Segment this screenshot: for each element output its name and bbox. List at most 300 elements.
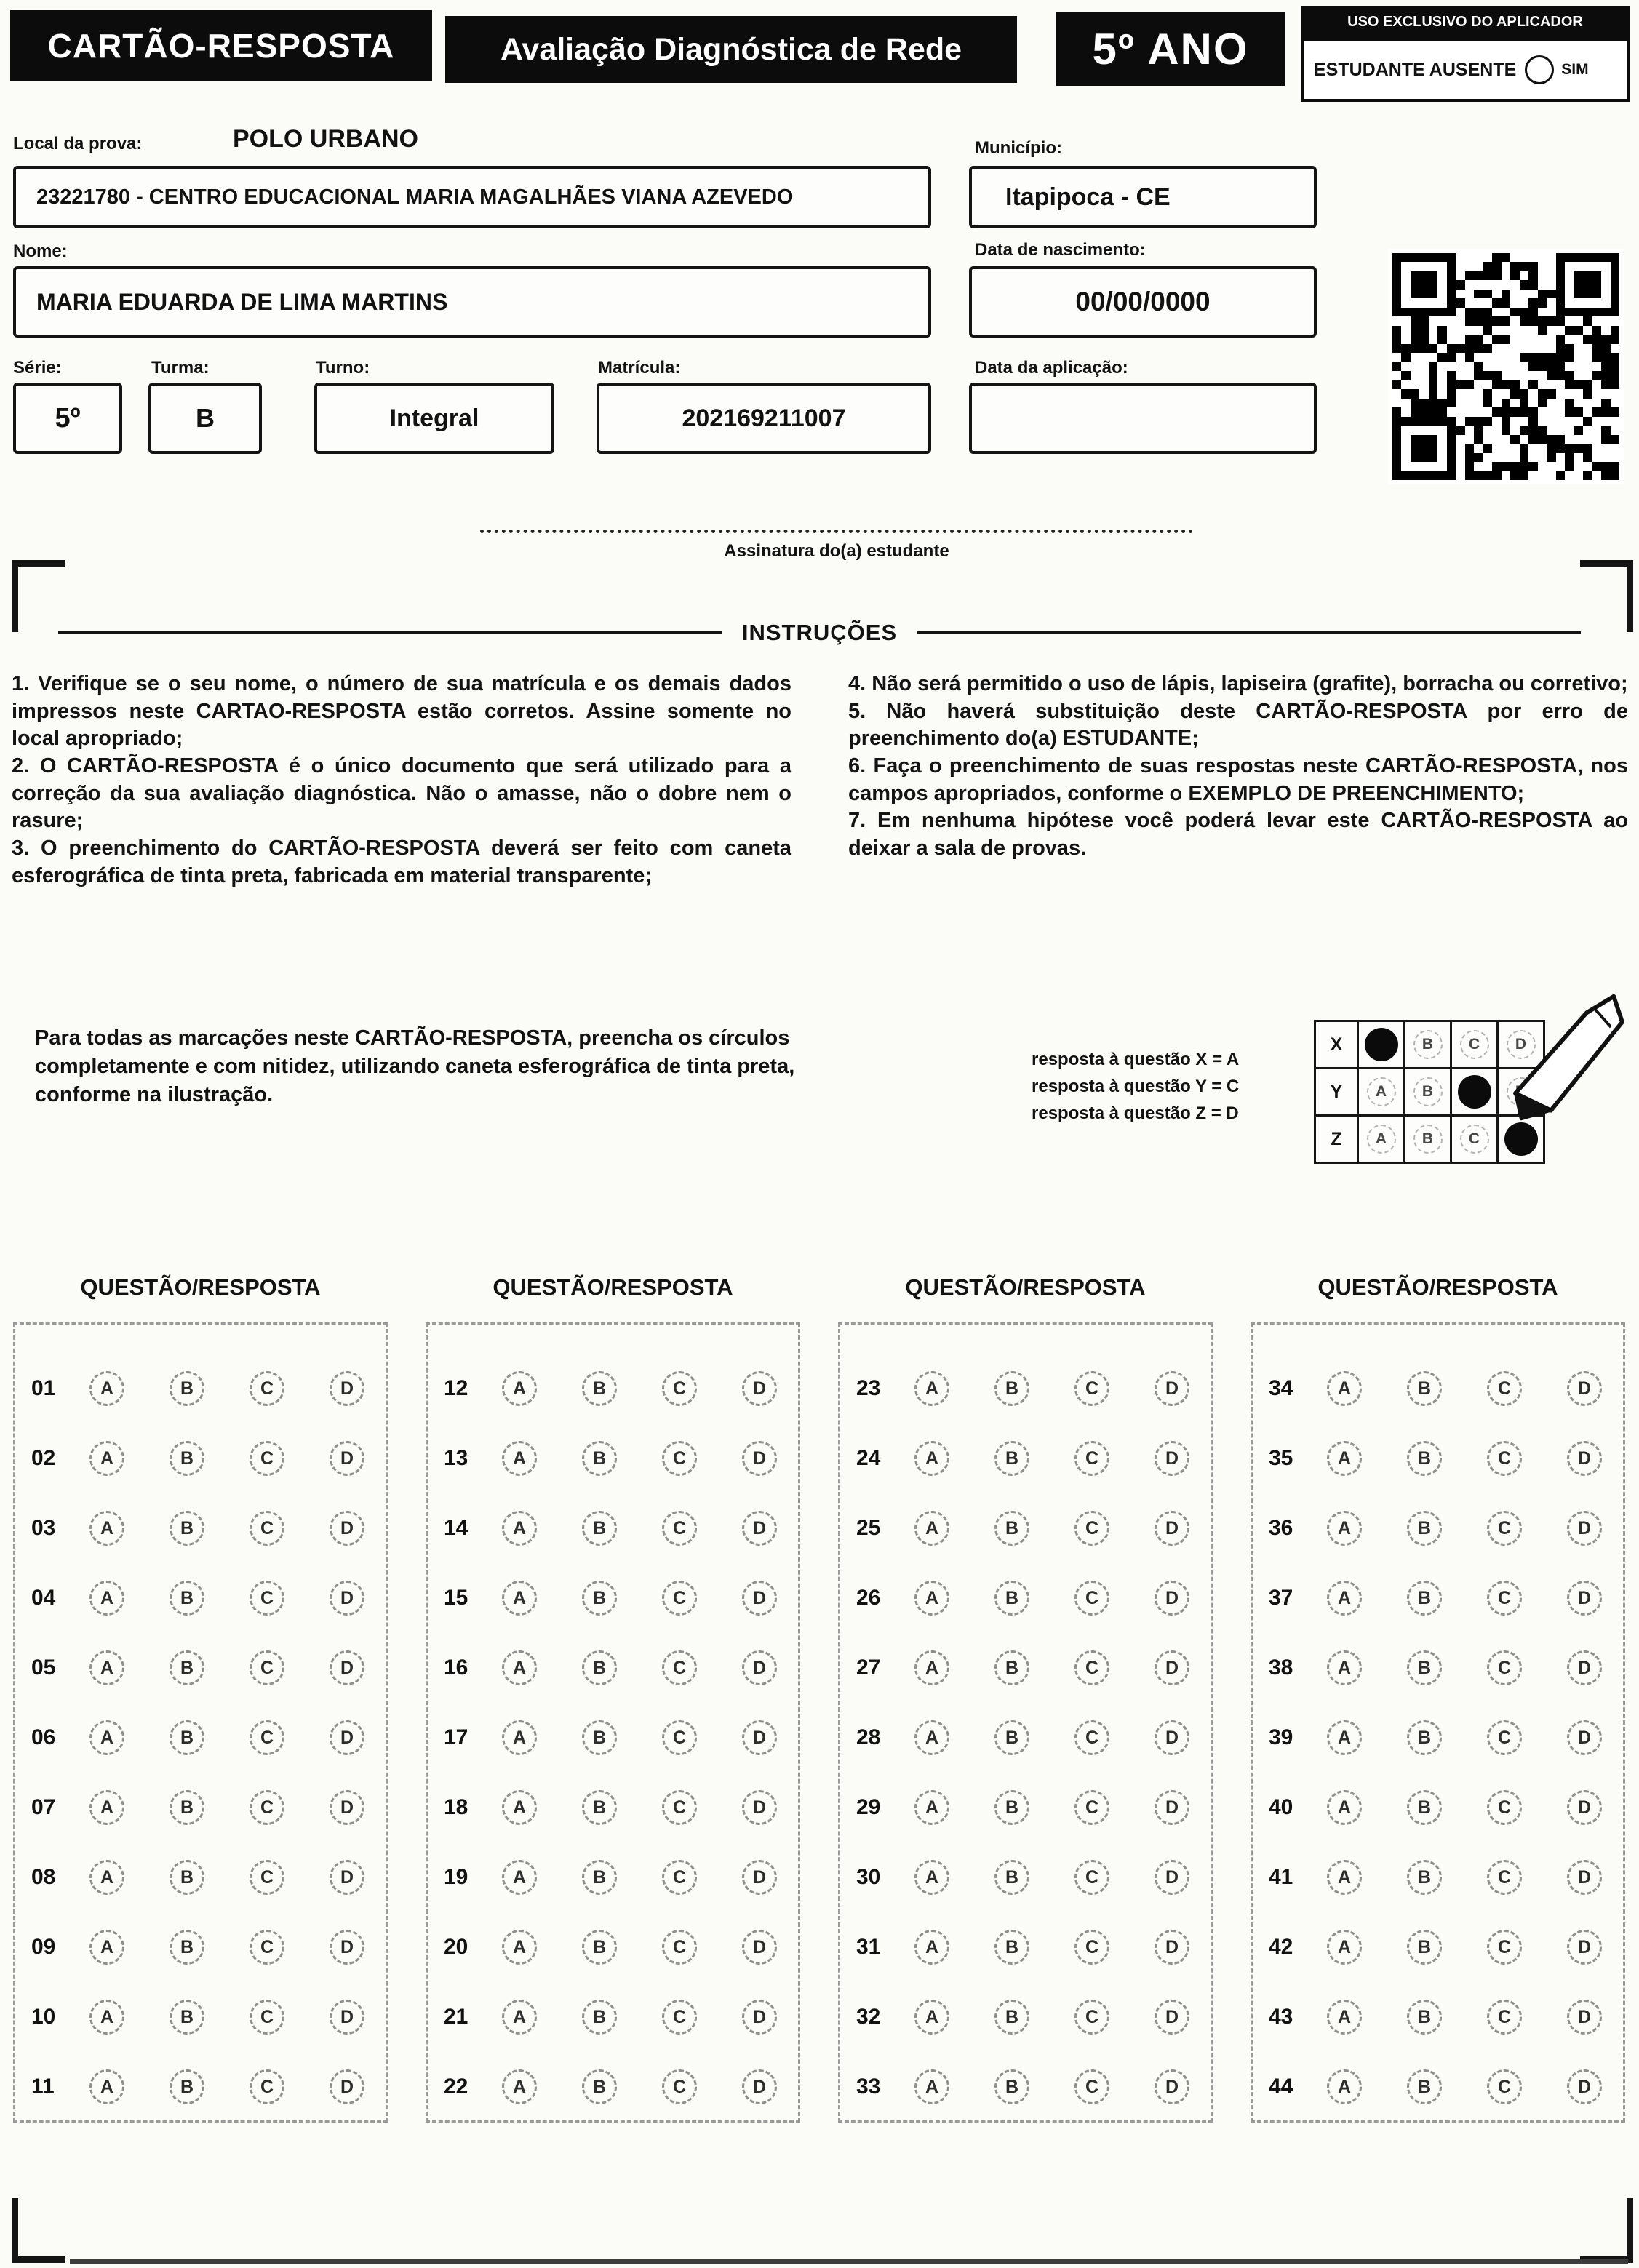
example-letter: A	[1367, 1077, 1396, 1106]
answer-row	[840, 1773, 1211, 1842]
example-cell-b	[1403, 1022, 1450, 1067]
answer-row	[840, 1424, 1211, 1493]
example-cell-a	[1357, 1117, 1403, 1162]
answer-bubble-b[interactable]: B	[582, 2069, 617, 2104]
answer-bubble-c[interactable]: C	[1074, 1720, 1109, 1755]
answer-bubble-a[interactable]: A	[502, 1720, 537, 1755]
example-letter: B	[1413, 1077, 1443, 1106]
question-number: 23	[856, 1376, 881, 1400]
answer-bubble-a[interactable]: A	[914, 1511, 949, 1546]
matricula-field: 202169211007	[597, 383, 931, 454]
answer-bubble-d[interactable]: D	[330, 1860, 364, 1895]
answer-bubble-d[interactable]: D	[1155, 1581, 1189, 1616]
answer-bubble-d[interactable]: D	[742, 1720, 777, 1755]
answer-bubble-a[interactable]: A	[502, 1511, 537, 1546]
filled-bubble	[1365, 1028, 1398, 1061]
question-number: 34	[1269, 1376, 1293, 1400]
example-cell-b	[1403, 1069, 1450, 1114]
answer-bubble-d[interactable]: D	[742, 1860, 777, 1895]
question-number: 19	[444, 1865, 468, 1889]
question-number: 15	[444, 1586, 468, 1610]
answer-row	[15, 1633, 386, 1703]
answer-row	[15, 1703, 386, 1773]
question-number: 40	[1269, 1795, 1293, 1819]
answer-bubble-b[interactable]: B	[582, 1581, 617, 1616]
answer-bubble-c[interactable]: C	[250, 2069, 284, 2104]
answer-bubble-c[interactable]: C	[1074, 1790, 1109, 1825]
question-number: 20	[444, 1935, 468, 1959]
question-number: 12	[444, 1376, 468, 1400]
answer-bubble-b[interactable]: B	[582, 1790, 617, 1825]
answer-bubble-b[interactable]: B	[170, 1511, 204, 1546]
answer-bubble-a[interactable]: A	[89, 1790, 124, 1825]
municipio-label: Município:	[975, 138, 1062, 158]
answer-bubble-c[interactable]: C	[1487, 1511, 1522, 1546]
answer-row	[15, 1982, 386, 2052]
answer-bubble-d[interactable]: D	[330, 1371, 364, 1406]
answer-bubble-d[interactable]: D	[330, 1790, 364, 1825]
matricula-label: Matrícula:	[598, 358, 681, 378]
card-title: CARTÃO-RESPOSTA	[10, 10, 432, 81]
example-legend-line: resposta à questão Z = D	[1032, 1103, 1239, 1123]
signature-label: Assinatura do(a) estudante	[724, 541, 949, 561]
answer-bubble-c[interactable]: C	[250, 1581, 284, 1616]
answer-bubble-b[interactable]: B	[582, 1720, 617, 1755]
turma-field: B	[148, 383, 262, 454]
example-cell-a	[1357, 1069, 1403, 1114]
answer-bubble-b[interactable]: B	[170, 2069, 204, 2104]
answer-bubble-b[interactable]: B	[170, 1860, 204, 1895]
answer-bubble-c[interactable]: C	[662, 1441, 697, 1476]
question-number: 39	[1269, 1725, 1293, 1749]
answer-bubble-a[interactable]: A	[1327, 1650, 1362, 1685]
answer-bubble-b[interactable]: B	[582, 1650, 617, 1685]
answer-row	[1253, 1912, 1623, 1982]
answer-bubble-c[interactable]: C	[250, 1790, 284, 1825]
answer-bubble-c[interactable]: C	[1487, 2000, 1522, 2035]
question-number: 06	[31, 1725, 56, 1749]
example-legend-line: resposta à questão Y = C	[1032, 1077, 1240, 1096]
example-letter: B	[1413, 1030, 1443, 1059]
answer-bubble-b[interactable]: B	[582, 1371, 617, 1406]
answer-bubble-a[interactable]: A	[502, 1441, 537, 1476]
answer-bubble-a[interactable]: A	[1327, 1860, 1362, 1895]
answer-bubble-a[interactable]: A	[1327, 1790, 1362, 1825]
answer-bubble-c[interactable]: C	[662, 1860, 697, 1895]
answer-row	[1253, 1424, 1623, 1493]
answer-column-header-4: QUESTÃO/RESPOSTA	[1317, 1274, 1558, 1300]
answer-row	[1253, 1493, 1623, 1563]
answer-bubble-c[interactable]: C	[1074, 2000, 1109, 2035]
answer-bubble-b[interactable]: B	[994, 1860, 1029, 1895]
answer-bubble-c[interactable]: C	[250, 1511, 284, 1546]
answer-bubble-a[interactable]: A	[89, 1581, 124, 1616]
answer-bubble-c[interactable]: C	[1487, 1720, 1522, 1755]
answer-bubble-b[interactable]: B	[170, 1790, 204, 1825]
answer-bubble-a[interactable]: A	[1327, 2069, 1362, 2104]
answer-row	[840, 1912, 1211, 1982]
answer-bubble-a[interactable]: A	[89, 2000, 124, 2035]
answer-row	[840, 1354, 1211, 1424]
instruction-item: 2. O CARTÃO-RESPOSTA é o único documento que será utilizado para a correção da sua avaliação diagnóstica. Não o amasse, não o dobre nem o rasure;	[12, 754, 791, 833]
question-number: 25	[856, 1516, 881, 1540]
question-number: 03	[31, 1516, 56, 1540]
example-letter: D	[1507, 1030, 1536, 1059]
answer-bubble-c[interactable]: C	[250, 1441, 284, 1476]
question-number: 44	[1269, 2075, 1293, 2099]
answer-row	[1253, 1563, 1623, 1633]
answer-bubble-b[interactable]: B	[1407, 1720, 1442, 1755]
question-number: 14	[444, 1516, 468, 1540]
answer-bubble-d[interactable]: D	[330, 1720, 364, 1755]
answer-bubble-b[interactable]: B	[1407, 1371, 1442, 1406]
example-legend	[1032, 1046, 1239, 1127]
answer-bubble-c[interactable]: C	[1487, 1860, 1522, 1895]
answer-row	[428, 1633, 798, 1703]
answer-bubble-b[interactable]: B	[170, 1581, 204, 1616]
answer-bubble-d[interactable]: D	[1155, 1441, 1189, 1476]
answer-bubble-b[interactable]: B	[994, 1441, 1029, 1476]
answer-bubble-a[interactable]: A	[1327, 1511, 1362, 1546]
answer-bubble-d[interactable]: D	[330, 1581, 364, 1616]
answer-bubble-c[interactable]: C	[1487, 1581, 1522, 1616]
answer-bubble-b[interactable]: B	[170, 1441, 204, 1476]
answer-bubble-c[interactable]: C	[1487, 1650, 1522, 1685]
answer-bubble-d[interactable]: D	[330, 1930, 364, 1965]
answer-bubble-c[interactable]: C	[662, 1371, 697, 1406]
question-number: 24	[856, 1446, 881, 1470]
answer-row	[428, 1773, 798, 1842]
question-number: 35	[1269, 1446, 1293, 1470]
answer-row	[1253, 1703, 1623, 1773]
answer-bubble-c[interactable]: C	[1074, 1581, 1109, 1616]
example-row-label: X	[1330, 1034, 1343, 1055]
question-number: 08	[31, 1865, 56, 1889]
example-letter: B	[1413, 1125, 1443, 1154]
answer-bubble-a[interactable]: A	[502, 1790, 537, 1825]
answer-bubble-c[interactable]: C	[1487, 1930, 1522, 1965]
answer-bubble-b[interactable]: B	[994, 1581, 1029, 1616]
corner-mark-bottom-left	[12, 2198, 65, 2263]
answer-bubble-d[interactable]: D	[1567, 1371, 1602, 1406]
answer-bubble-b[interactable]: B	[1407, 1441, 1442, 1476]
answer-bubble-c[interactable]: C	[662, 1511, 697, 1546]
answer-bubble-b[interactable]: B	[170, 2000, 204, 2035]
answer-bubble-d[interactable]: D	[742, 2000, 777, 2035]
answer-bubble-d[interactable]: D	[742, 1441, 777, 1476]
answer-bubble-b[interactable]: B	[1407, 1860, 1442, 1895]
answer-bubble-c[interactable]: C	[250, 1860, 284, 1895]
answer-row	[840, 1563, 1211, 1633]
answer-bubble-c[interactable]: C	[250, 1720, 284, 1755]
question-number: 28	[856, 1725, 881, 1749]
answer-bubble-c[interactable]: C	[1487, 1790, 1522, 1825]
answer-bubble-d[interactable]: D	[1155, 1720, 1189, 1755]
answer-bubble-a[interactable]: A	[89, 1720, 124, 1755]
example-row-label: Z	[1331, 1128, 1342, 1149]
grade-badge: 5º ANO	[1056, 12, 1285, 86]
instructions-title: INSTRUÇÕES	[741, 620, 898, 645]
answer-row	[15, 1912, 386, 1982]
answer-row	[1253, 1354, 1623, 1424]
answer-bubble-c[interactable]: C	[1487, 1371, 1522, 1406]
answer-bubble-b[interactable]: B	[1407, 1511, 1442, 1546]
instruction-item: 6. Faça o preenchimento de suas respostas neste CARTÃO-RESPOSTA, nos campos apropriados, conforme o EXEMPLO DE PREENCHIMENTO;	[848, 754, 1628, 805]
serie-field: 5º	[13, 383, 122, 454]
answer-row	[1253, 1773, 1623, 1842]
instructions-header	[58, 620, 1581, 646]
answer-bubble-b[interactable]: B	[170, 1371, 204, 1406]
answer-bubble-b[interactable]: B	[582, 1441, 617, 1476]
answer-bubble-d[interactable]: D	[1155, 1650, 1189, 1685]
instruction-item: 5. Não haverá substituição deste CARTÃO-RESPOSTA por erro de preenchimento do(a) ESTUDANTE;	[848, 699, 1628, 751]
answer-bubble-a[interactable]: A	[89, 1930, 124, 1965]
answer-bubble-a[interactable]: A	[89, 1441, 124, 1476]
pen-icon	[1471, 988, 1628, 1130]
answer-bubble-a[interactable]: A	[914, 1441, 949, 1476]
answer-bubble-c[interactable]: C	[250, 1371, 284, 1406]
qr-code	[1388, 249, 1624, 484]
answer-bubble-b[interactable]: B	[994, 2000, 1029, 2035]
answer-row	[428, 1912, 798, 1982]
answer-bubble-d[interactable]: D	[1567, 2069, 1602, 2104]
answer-bubble-d[interactable]: D	[1155, 1930, 1189, 1965]
answer-bubble-a[interactable]: A	[914, 1930, 949, 1965]
answer-bubble-c[interactable]: C	[250, 1650, 284, 1685]
instruction-item: 7. Em nenhuma hipótese você poderá levar este CARTÃO-RESPOSTA ao deixar a sala de provas.	[848, 809, 1628, 861]
question-number: 17	[444, 1725, 468, 1749]
answer-row	[840, 1493, 1211, 1563]
answer-bubble-b[interactable]: B	[1407, 2000, 1442, 2035]
answer-bubble-b[interactable]: B	[170, 1720, 204, 1755]
answer-column-header-2: QUESTÃO/RESPOSTA	[493, 1274, 733, 1300]
answer-bubble-d[interactable]: D	[1567, 1930, 1602, 1965]
answer-bubble-d[interactable]: D	[1155, 1860, 1189, 1895]
answer-bubble-b[interactable]: B	[1407, 1930, 1442, 1965]
answer-bubble-d[interactable]: D	[330, 2069, 364, 2104]
answer-bubble-d[interactable]: D	[742, 1790, 777, 1825]
instruction-item: 3. O preenchimento do CARTÃO-RESPOSTA deverá ser feito com caneta esferográfica de tinta preta, fabricada em material transparente;	[12, 836, 791, 887]
answer-bubble-d[interactable]: D	[742, 1650, 777, 1685]
answer-bubble-c[interactable]: C	[250, 2000, 284, 2035]
answer-bubble-d[interactable]: D	[330, 1511, 364, 1546]
answer-bubble-b[interactable]: B	[170, 1650, 204, 1685]
answer-bubble-b[interactable]: B	[994, 1790, 1029, 1825]
answer-bubble-a[interactable]: A	[1327, 1930, 1362, 1965]
answer-bubble-a[interactable]: A	[502, 1581, 537, 1616]
student-absent-box	[1301, 38, 1630, 102]
answer-bubble-a[interactable]: A	[502, 1860, 537, 1895]
answer-bubble-d[interactable]: D	[742, 1581, 777, 1616]
question-number: 05	[31, 1656, 56, 1680]
answer-bubble-c[interactable]: C	[1074, 1930, 1109, 1965]
answer-column-2	[426, 1322, 800, 2123]
answer-column-1	[13, 1322, 388, 2123]
question-number: 27	[856, 1656, 881, 1680]
instruction-item: 4. Não será permitido o uso de lápis, lapiseira (grafite), borracha ou corretivo;	[848, 672, 1628, 695]
turno-field: Integral	[314, 383, 554, 454]
answer-bubble-d[interactable]: D	[1155, 1511, 1189, 1546]
answer-bubble-b[interactable]: B	[994, 1371, 1029, 1406]
polo-urbano-value: POLO URBANO	[233, 125, 418, 153]
answer-row	[1253, 1982, 1623, 2052]
answer-row	[840, 1842, 1211, 1912]
example-letter: C	[1460, 1030, 1489, 1059]
signature-line[interactable]	[480, 530, 1193, 533]
question-number: 29	[856, 1795, 881, 1819]
answer-row	[840, 2052, 1211, 2122]
answer-bubble-c[interactable]: C	[1074, 1441, 1109, 1476]
answer-bubble-a[interactable]: A	[502, 2000, 537, 2035]
answer-bubble-d[interactable]: D	[1155, 1790, 1189, 1825]
answer-bubble-d[interactable]: D	[742, 2069, 777, 2104]
answer-bubble-a[interactable]: A	[1327, 1371, 1362, 1406]
answer-bubble-c[interactable]: C	[1074, 1511, 1109, 1546]
answer-bubble-b[interactable]: B	[1407, 1650, 1442, 1685]
answer-bubble-d[interactable]: D	[1567, 2000, 1602, 2035]
answer-bubble-c[interactable]: C	[662, 1930, 697, 1965]
absent-label: ESTUDANTE AUSENTE	[1314, 59, 1517, 80]
answer-bubble-a[interactable]: A	[914, 1790, 949, 1825]
question-number: 02	[31, 1446, 56, 1470]
answer-bubble-d[interactable]: D	[330, 2000, 364, 2035]
turma-label: Turma:	[151, 358, 210, 378]
answer-bubble-b[interactable]: B	[994, 1650, 1029, 1685]
answer-bubble-a[interactable]: A	[89, 2069, 124, 2104]
answer-bubble-b[interactable]: B	[994, 1720, 1029, 1755]
question-number: 07	[31, 1795, 56, 1819]
answer-bubble-a[interactable]: A	[89, 1371, 124, 1406]
answer-bubble-c[interactable]: C	[1074, 1650, 1109, 1685]
answer-bubble-b[interactable]: B	[1407, 1790, 1442, 1825]
answer-bubble-d[interactable]: D	[742, 1511, 777, 1546]
answer-row	[15, 1424, 386, 1493]
answer-bubble-d[interactable]: D	[1567, 1441, 1602, 1476]
answer-bubble-d[interactable]: D	[742, 1930, 777, 1965]
answer-bubble-d[interactable]: D	[1567, 1790, 1602, 1825]
answer-bubble-a[interactable]: A	[1327, 1581, 1362, 1616]
answer-bubble-c[interactable]: C	[1487, 1441, 1522, 1476]
answer-bubble-a[interactable]: A	[502, 2069, 537, 2104]
answer-bubble-c[interactable]: C	[1074, 2069, 1109, 2104]
answer-bubble-d[interactable]: D	[1567, 1650, 1602, 1685]
answer-bubble-b[interactable]: B	[1407, 1581, 1442, 1616]
example-row-label: Y	[1330, 1081, 1343, 1102]
answer-bubble-b[interactable]: B	[582, 2000, 617, 2035]
answer-bubble-d[interactable]: D	[1567, 1720, 1602, 1755]
question-number: 01	[31, 1376, 56, 1400]
answer-row	[15, 1354, 386, 1424]
answer-bubble-b[interactable]: B	[994, 1511, 1029, 1546]
answer-bubble-c[interactable]: C	[1074, 1371, 1109, 1406]
answer-bubble-c[interactable]: C	[662, 2000, 697, 2035]
answer-row	[428, 1703, 798, 1773]
question-number: 32	[856, 2005, 881, 2029]
question-number: 33	[856, 2075, 881, 2099]
answer-bubble-a[interactable]: A	[89, 1650, 124, 1685]
answer-bubble-d[interactable]: D	[1155, 2069, 1189, 2104]
answer-bubble-b[interactable]: B	[582, 1930, 617, 1965]
question-number: 11	[31, 2075, 55, 2099]
answer-bubble-a[interactable]: A	[89, 1860, 124, 1895]
answer-bubble-c[interactable]: C	[662, 1650, 697, 1685]
answer-bubble-c[interactable]: C	[662, 1720, 697, 1755]
answer-bubble-d[interactable]: D	[1567, 1511, 1602, 1546]
instruction-item: 1. Verifique se o seu nome, o número de sua matrícula e os demais dados impressos neste CARTAO-RESPOSTA estão corretos. Assine somente no local apropriado;	[12, 672, 791, 751]
answer-bubble-a[interactable]: A	[914, 2069, 949, 2104]
answer-bubble-c[interactable]: C	[662, 1581, 697, 1616]
answer-bubble-a[interactable]: A	[914, 1581, 949, 1616]
answer-bubble-d[interactable]: D	[330, 1650, 364, 1685]
question-number: 26	[856, 1586, 881, 1610]
answer-bubble-b[interactable]: B	[994, 1930, 1029, 1965]
answer-row	[428, 1424, 798, 1493]
answer-bubble-a[interactable]: A	[914, 1371, 949, 1406]
answer-bubble-a[interactable]: A	[914, 1650, 949, 1685]
instructions-columns	[12, 671, 1628, 890]
example-cell-b	[1403, 1117, 1450, 1162]
answer-bubble-a[interactable]: A	[1327, 1441, 1362, 1476]
answer-bubble-a[interactable]: A	[914, 1720, 949, 1755]
answer-bubble-d[interactable]: D	[742, 1371, 777, 1406]
answer-bubble-d[interactable]: D	[1155, 1371, 1189, 1406]
answer-row	[428, 1493, 798, 1563]
answer-bubble-b[interactable]: B	[170, 1930, 204, 1965]
answer-bubble-a[interactable]: A	[1327, 2000, 1362, 2035]
absent-mark-circle[interactable]	[1525, 55, 1554, 84]
question-number: 31	[856, 1935, 881, 1959]
answer-bubble-d[interactable]: D	[1155, 2000, 1189, 2035]
answer-bubble-c[interactable]: C	[250, 1930, 284, 1965]
answer-row	[840, 1703, 1211, 1773]
instructions-rule-right	[917, 631, 1581, 634]
question-number: 10	[31, 2005, 56, 2029]
answer-bubble-a[interactable]: A	[914, 2000, 949, 2035]
question-number: 21	[444, 2005, 468, 2029]
answer-bubble-a[interactable]: A	[502, 1650, 537, 1685]
question-number: 22	[444, 2075, 468, 2099]
answer-bubble-c[interactable]: C	[662, 2069, 697, 2104]
answer-bubble-d[interactable]: D	[330, 1441, 364, 1476]
answer-bubble-d[interactable]: D	[1567, 1860, 1602, 1895]
answer-bubble-c[interactable]: C	[1487, 2069, 1522, 2104]
answer-bubble-a[interactable]: A	[502, 1930, 537, 1965]
answer-bubble-b[interactable]: B	[582, 1860, 617, 1895]
answer-row	[840, 1633, 1211, 1703]
answer-bubble-c[interactable]: C	[662, 1790, 697, 1825]
answer-column-header-3: QUESTÃO/RESPOSTA	[905, 1274, 1146, 1300]
answer-row	[428, 1982, 798, 2052]
answer-bubble-b[interactable]: B	[1407, 2069, 1442, 2104]
answer-bubble-b[interactable]: B	[994, 2069, 1029, 2104]
corner-mark-bottom-right	[1580, 2198, 1633, 2263]
answer-bubble-a[interactable]: A	[914, 1860, 949, 1895]
question-number: 09	[31, 1935, 56, 1959]
answer-bubble-d[interactable]: D	[1567, 1581, 1602, 1616]
example-text: Para todas as marcações neste CARTÃO-RESPOSTA, preencha os círculos completamente e com nitidez, utilizando caneta esferográfica de tinta preta, conforme na ilustração.	[35, 1026, 795, 1106]
answer-bubble-b[interactable]: B	[582, 1511, 617, 1546]
nascimento-field: 00/00/0000	[969, 266, 1317, 338]
answer-bubble-a[interactable]: A	[89, 1511, 124, 1546]
nome-label: Nome:	[13, 241, 68, 261]
answer-row	[15, 1842, 386, 1912]
answer-bubble-a[interactable]: A	[1327, 1720, 1362, 1755]
answer-bubble-c[interactable]: C	[1074, 1860, 1109, 1895]
exam-title: Avaliação Diagnóstica de Rede	[445, 16, 1017, 83]
answer-bubble-a[interactable]: A	[502, 1371, 537, 1406]
question-number: 16	[444, 1656, 468, 1680]
aplicacao-field[interactable]	[969, 383, 1317, 454]
